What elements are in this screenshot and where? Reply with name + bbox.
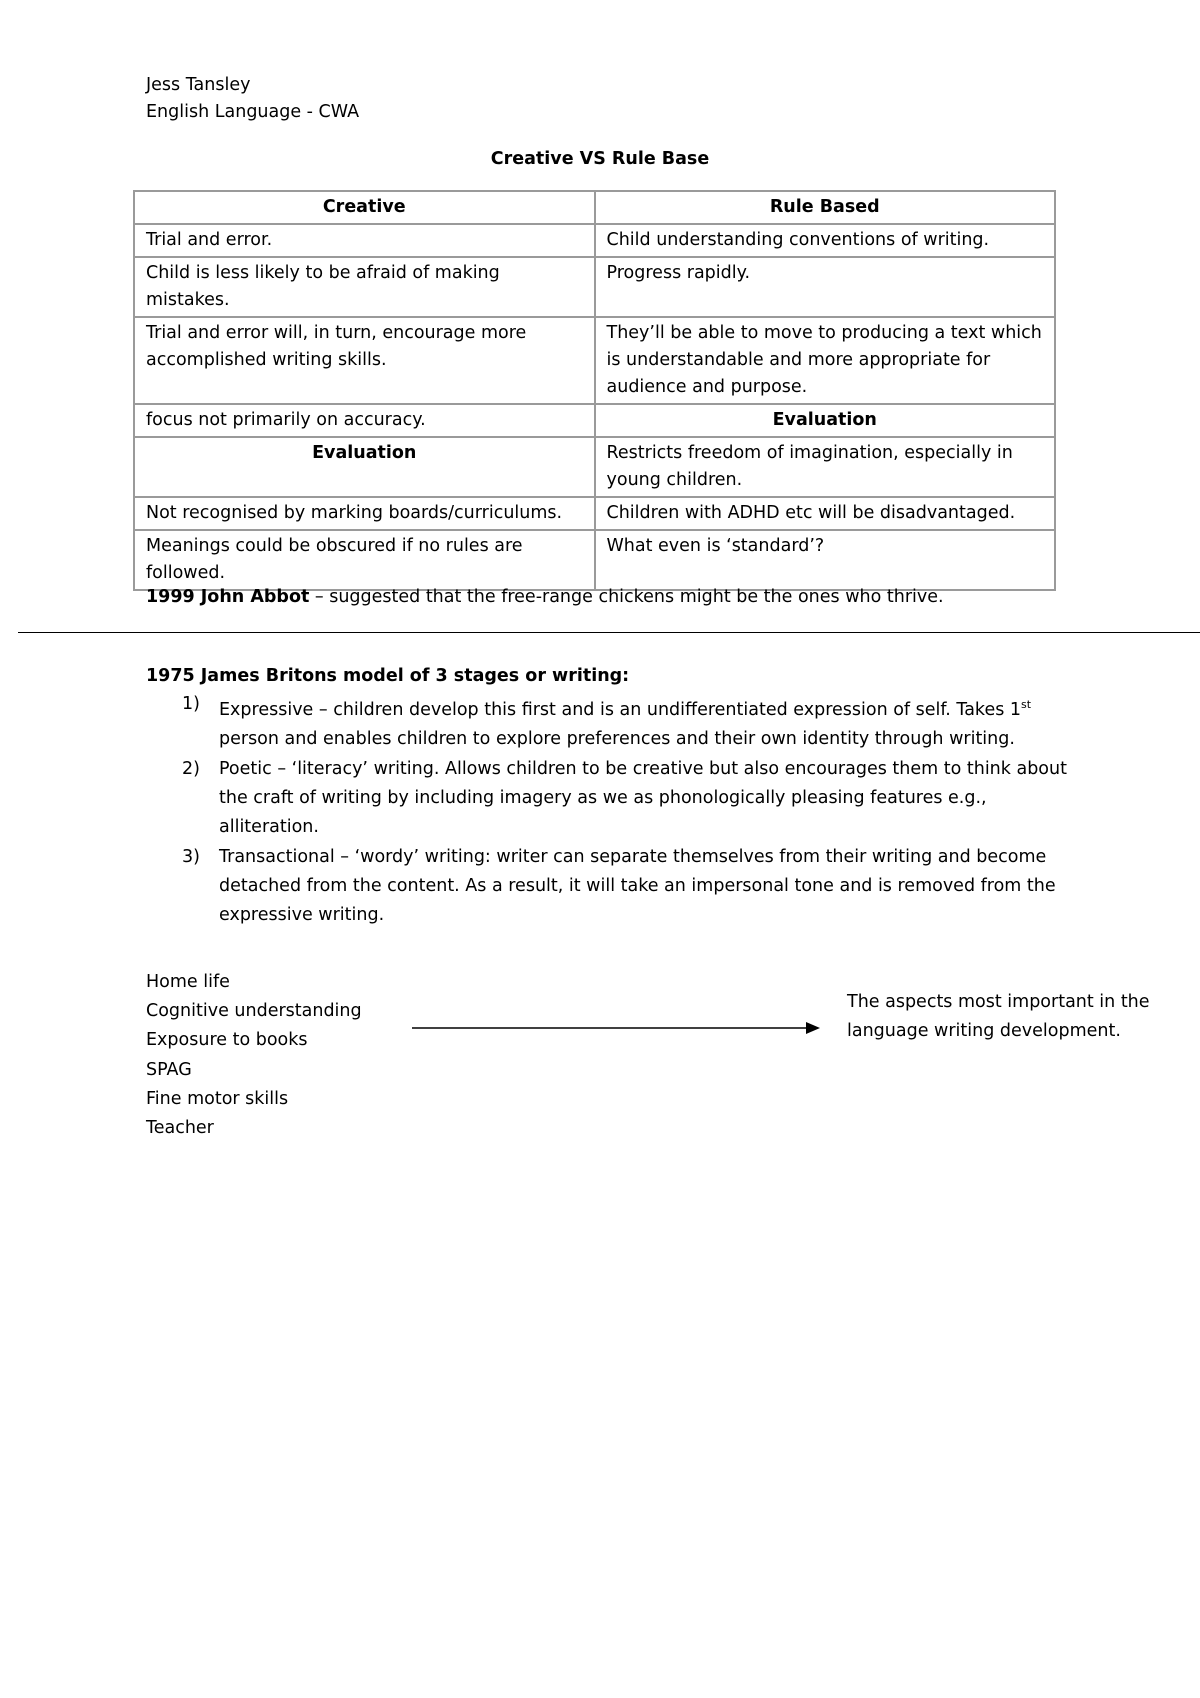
- section-divider: [18, 632, 1200, 633]
- list-item-number: 3): [182, 846, 200, 867]
- table-row: [134, 257, 1055, 317]
- table-cell: Progress rapidly.: [595, 257, 1056, 317]
- table-row: [134, 497, 1055, 530]
- stage-text-continued: person and enables children to explore preferences and their own identity through writing.: [219, 728, 1015, 749]
- factors-list: [146, 968, 362, 1143]
- column-header-rule-based: Rule Based: [595, 191, 1056, 224]
- table-row: [134, 530, 1055, 590]
- stage-text: – children develop this first and is an undifferentiated expression of self. Takes 1: [313, 699, 1022, 720]
- list-item-number: 1): [182, 694, 200, 714]
- stage-term: Expressive: [219, 699, 314, 720]
- abbot-note: [146, 584, 944, 611]
- arrow-right-icon: [412, 1020, 822, 1036]
- course-name: English Language - CWA: [146, 102, 360, 122]
- britton-stages-list: [146, 690, 1076, 931]
- table-cell: focus not primarily on accuracy.: [134, 404, 595, 437]
- conclusion-text: The aspects most important in the language writing development.: [847, 992, 1150, 1041]
- stage-text: – ‘wordy’ writing: writer can separate themselves from their writing and become detached from the content. As a result, it will take an impersonal tone and is removed from the expressive writing.: [219, 846, 1056, 925]
- table-row: [134, 224, 1055, 257]
- list-item: Fine motor skills: [146, 1088, 289, 1109]
- author-name: Jess Tansley: [146, 75, 251, 95]
- stage-text: – ‘literacy’ writing. Allows children to be creative but also encourages them to think about the craft of writing by including imagery as we as phonologically pleasing features e.g., alliteration.: [219, 758, 1067, 837]
- table-row: [134, 404, 1055, 437]
- table-cell: Meanings could be obscured if no rules are followed.: [134, 530, 595, 590]
- list-item: Cognitive understanding: [146, 1001, 362, 1022]
- list-item: Teacher: [146, 1118, 214, 1139]
- list-item: SPAG: [146, 1059, 192, 1080]
- list-item: [146, 755, 1076, 842]
- stage-term: Poetic: [219, 758, 272, 779]
- superscript: st: [1021, 698, 1032, 711]
- list-item: [146, 843, 1076, 930]
- table-cell: Trial and error.: [134, 224, 595, 257]
- list-item: Exposure to books: [146, 1030, 308, 1051]
- table-row: [134, 437, 1055, 497]
- abbot-text: – suggested that the free-range chickens might be the ones who thrive.: [309, 587, 944, 607]
- table-cell: Child understanding conventions of writing.: [595, 224, 1056, 257]
- table-cell: Not recognised by marking boards/curriculums.: [134, 497, 595, 530]
- britton-model-heading: 1975 James Britons model of 3 stages or writing:: [146, 666, 630, 686]
- table-row: [134, 317, 1055, 404]
- table-cell: Restricts freedom of imagination, especially in young children.: [595, 437, 1056, 497]
- table-cell: Child is less likely to be afraid of making mistakes.: [134, 257, 595, 317]
- column-header-creative: Creative: [134, 191, 595, 224]
- stage-term: Transactional: [219, 846, 335, 867]
- abbot-name: 1999 John Abbot: [146, 587, 310, 607]
- table-header-row: [134, 191, 1055, 224]
- list-item: Home life: [146, 972, 230, 992]
- table-cell: What even is ‘standard’?: [595, 530, 1056, 590]
- evaluation-heading-rule-based: Evaluation: [595, 404, 1056, 437]
- evaluation-heading-creative: Evaluation: [134, 437, 595, 497]
- document-title: Creative VS Rule Base: [490, 149, 710, 169]
- list-item-number: 2): [182, 758, 200, 779]
- table-cell: Trial and error will, in turn, encourage more accomplished writing skills.: [134, 317, 595, 404]
- table-cell: They’ll be able to move to producing a text which is understandable and more appropriate for audience and purpose.: [595, 317, 1056, 404]
- table-cell: Children with ADHD etc will be disadvantaged.: [595, 497, 1056, 530]
- comparison-table: [133, 190, 1056, 591]
- list-item: [146, 690, 1076, 754]
